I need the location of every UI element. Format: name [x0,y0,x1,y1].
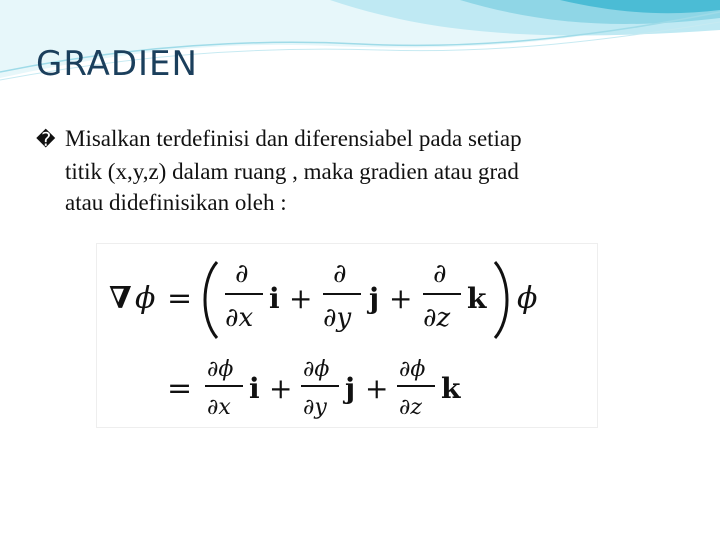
partial-y: ∂y [323,303,352,333]
partial-x-2: ∂x [207,395,231,420]
plus-3: + [269,372,293,405]
partial-z-2: ∂z [399,395,422,420]
slide-paragraph [36,123,676,218]
unit-vector-i: i [269,282,280,315]
partial-y-2: ∂y [303,395,327,420]
paragraph-line-2: titik (x,y,z) dalam ruang , maka gradien atau grad [65,159,519,184]
partial-3: ∂ [433,259,447,289]
slide-title: GRADIEN [36,44,198,84]
phi-symbol: ϕ [135,281,156,316]
unit-vector-j-2: j [345,372,356,405]
partial-x: ∂x [225,303,254,333]
plus-4: + [365,372,389,405]
paragraph-text-1: Misalkan terdefinisi dan diferensiabel pada setiap [65,126,522,151]
unit-vector-k: k [467,282,487,315]
left-parenthesis [205,262,217,338]
partial-2: ∂ [333,259,347,289]
partial-1: ∂ [235,259,249,289]
unit-vector-k-2: k [441,372,461,405]
right-parenthesis [495,262,507,338]
dphi-2: ∂ϕ [303,357,330,382]
paragraph-line-3: atau didefinisikan oleh : [65,190,287,215]
equals-sign-2: = [167,371,193,406]
unit-vector-i-2: i [249,372,260,405]
dphi-1: ∂ϕ [207,357,234,382]
nabla-symbol: ∇ [109,281,132,316]
partial-z: ∂z [423,303,451,333]
equals-sign: = [167,281,193,316]
phi-symbol-2: ϕ [517,281,538,316]
gradient-formula [97,244,597,427]
plus-2: + [389,282,413,315]
plus-1: + [289,282,313,315]
bullet-glyph: � [36,129,56,151]
gradient-formula-image [96,243,598,428]
paragraph-line-1 [36,123,676,156]
dphi-3: ∂ϕ [399,357,426,382]
unit-vector-j: j [369,282,380,315]
